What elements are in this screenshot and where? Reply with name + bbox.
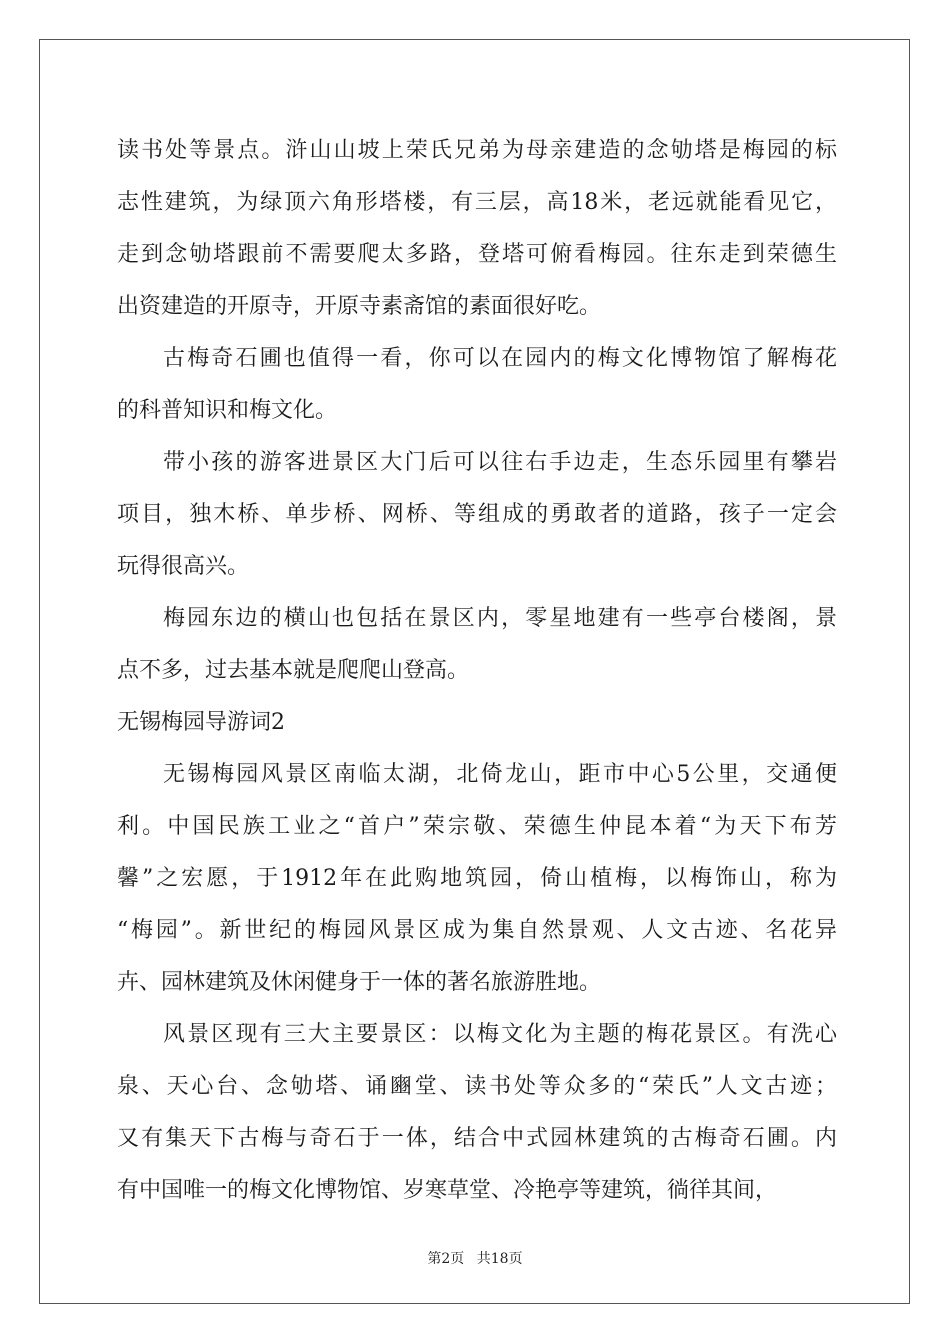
page-footer <box>0 1248 950 1268</box>
paragraph-line: 利。中国民族工业之“首户”荣宗敬、荣德生仲昆本着“为天下布芳 <box>117 814 837 839</box>
paragraph-line: 读书处等景点。浒山山坡上荣氏兄弟为母亲建造的念劬塔是梅园的标 <box>117 138 837 163</box>
section-heading: 无锡梅园导游词2 <box>117 710 285 735</box>
paragraph-line: 点不多，过去基本就是爬爬山登高。 <box>117 658 470 683</box>
page-total: 共18页 <box>476 1251 523 1267</box>
paragraph-line: 带小孩的游客进景区大门后可以往右手边走，生态乐园里有攀岩 <box>163 450 837 475</box>
paragraph-line: 馨”之宏愿，于1912年在此购地筑园，倚山植梅，以梅饰山，称为 <box>117 866 837 891</box>
paragraph-line: 风景区现有三大主要景区：以梅文化为主题的梅花景区。有洗心 <box>163 1022 837 1047</box>
paragraph-line: 泉、天心台、念劬塔、诵豳堂、读书处等众多的“荣氏”人文古迹； <box>117 1074 837 1099</box>
paragraph-line: “梅园”。新世纪的梅园风景区成为集自然景观、人文古迹、名花异 <box>117 918 837 943</box>
paragraph-line: 无锡梅园风景区南临太湖，北倚龙山，距市中心5公里，交通便 <box>163 762 837 787</box>
paragraph-line: 又有集天下古梅与奇石于一体，结合中式园林建筑的古梅奇石圃。内 <box>117 1126 837 1151</box>
paragraph-line: 卉、园林建筑及休闲健身于一体的著名旅游胜地。 <box>117 970 602 995</box>
paragraph-line: 项目，独木桥、单步桥、网桥、等组成的勇敢者的道路，孩子一定会 <box>117 502 837 527</box>
paragraph-line: 玩得很高兴。 <box>117 554 250 579</box>
paragraph-line: 古梅奇石圃也值得一看，你可以在园内的梅文化博物馆了解梅花 <box>163 346 837 371</box>
paragraph-line: 梅园东边的横山也包括在景区内，零星地建有一些亭台楼阁，景 <box>163 606 837 631</box>
paragraph-line: 志性建筑，为绿顶六角形塔楼，有三层，高18米，老远就能看见它， <box>117 190 837 215</box>
page-number: 第2页 <box>427 1251 465 1267</box>
paragraph-line: 有中国唯一的梅文化博物馆、岁寒草堂、冷艳亭等建筑，徜徉其间， <box>117 1178 778 1203</box>
paragraph-line: 出资建造的开原寺，开原寺素斋馆的素面很好吃。 <box>117 294 602 319</box>
paragraph-line: 的科普知识和梅文化。 <box>117 398 338 423</box>
paragraph-line: 走到念劬塔跟前不需要爬太多路，登塔可俯看梅园。往东走到荣德生 <box>117 242 837 267</box>
document-body <box>117 125 837 1217</box>
